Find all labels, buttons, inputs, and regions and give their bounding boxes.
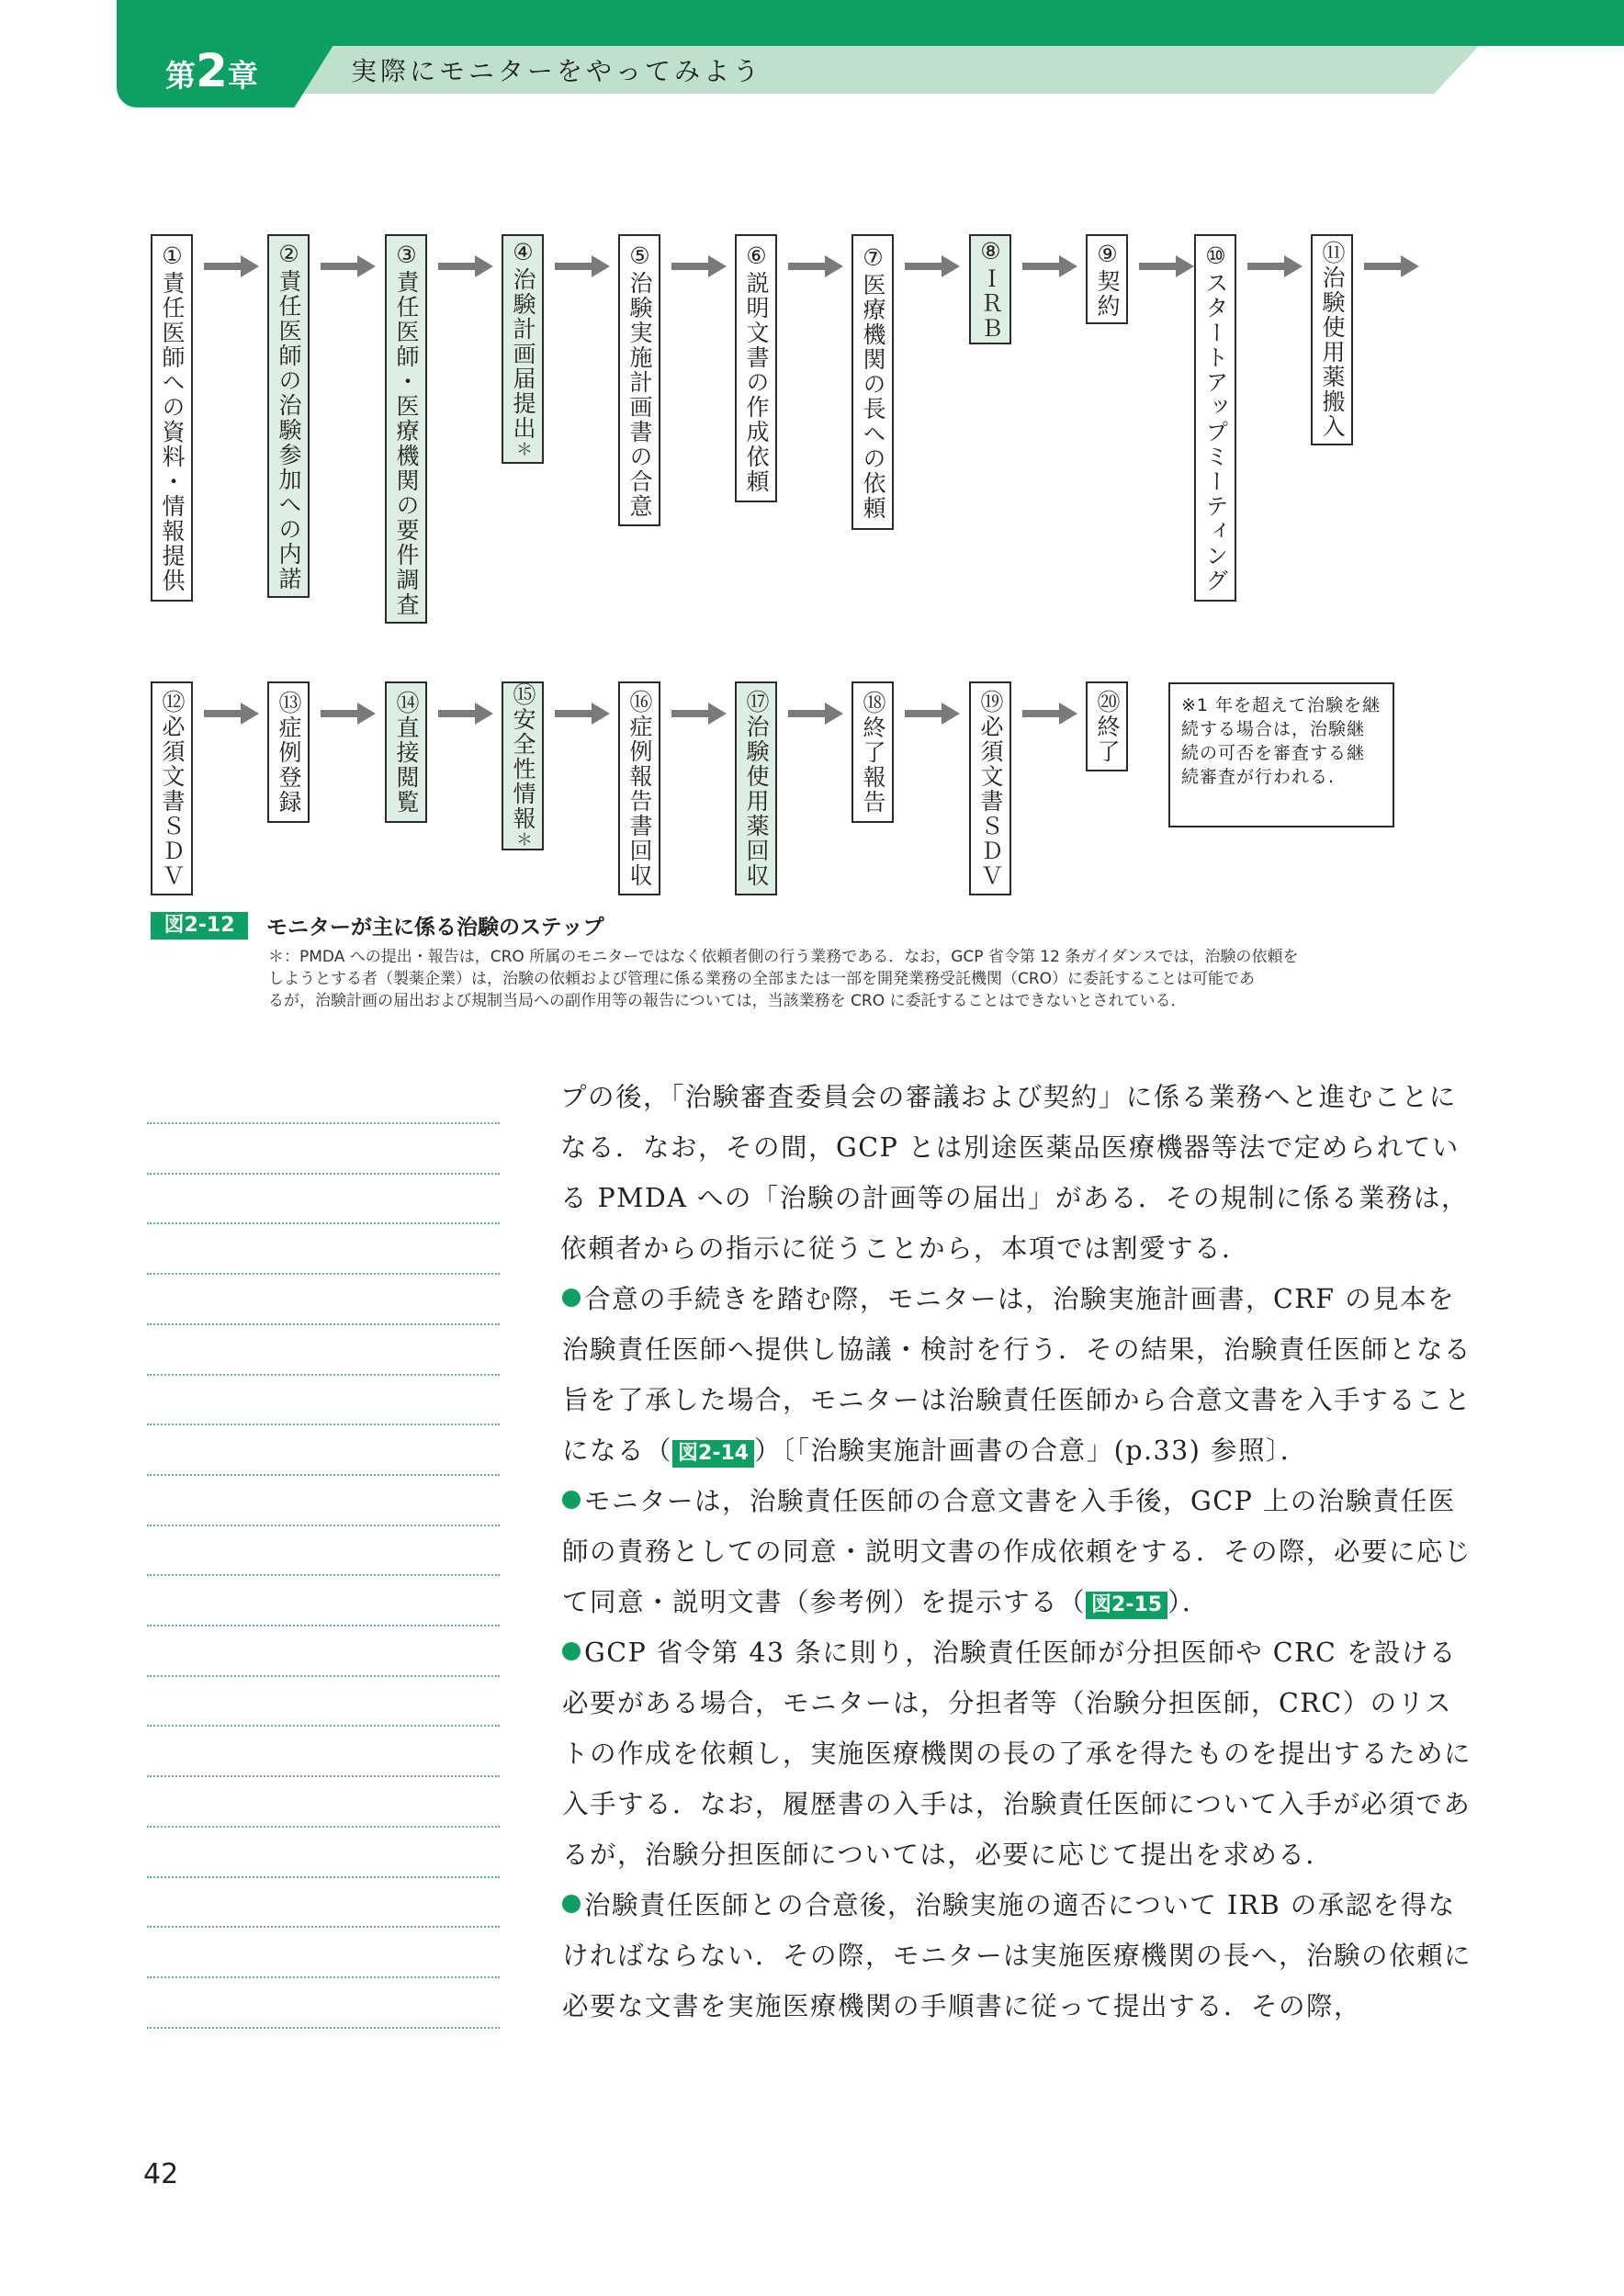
flow-step <box>267 234 310 598</box>
flow-arrow-icon <box>670 253 728 279</box>
flow-step-label: ②責任医師の治験参加への内諾 <box>276 241 302 591</box>
flow-arrow-icon <box>670 701 728 726</box>
memo-line <box>147 1826 500 1828</box>
flow-arrow-icon <box>1021 253 1079 279</box>
flow-arrow-icon <box>553 701 612 726</box>
figure-footnote <box>268 946 1433 1012</box>
flow-step-label: ⑳終了 <box>1094 689 1121 764</box>
bullet-item-2: モニターは，治験責任医師の合意文書を入手後，GCP 上の治験責任医師の責務としての同意・説明文書の作成依頼をする．その際，必要に応じて同意・説明文書（参考例）を提示する（ 図2-15 ）． <box>562 1486 1472 1617</box>
flow-step <box>969 234 1011 344</box>
memo-line <box>147 2027 500 2029</box>
flow-arrow-icon <box>786 701 845 726</box>
flow-step <box>735 681 777 895</box>
chapter-title: 実際にモニターをやってみよう <box>351 56 763 86</box>
flow-step-label: ⑩スタートアップミーティング <box>1202 242 1229 593</box>
flow-step <box>735 234 777 502</box>
flow-step-label: ⑮安全性情報 <box>510 682 536 831</box>
page-number: 42 <box>143 2158 179 2190</box>
flow-step <box>151 234 193 602</box>
bullet-icon <box>562 1289 581 1307</box>
flow-arrow-icon <box>1362 253 1421 279</box>
flow-step-label: ③責任医師・医療機関の要件調査 <box>393 241 420 617</box>
memo-line <box>147 1775 500 1777</box>
flow-step <box>851 681 894 823</box>
flow-step <box>502 681 544 850</box>
flow-step-label: ⑤治験実施計画書の合意 <box>626 242 653 519</box>
bullet-icon <box>562 1642 581 1660</box>
flow-step <box>1086 234 1128 324</box>
footnote-line-2: しようとする者（製薬企業）は，治験の依頼および管理に係る業務の全部または一部を開発業務受託機関（CRO）に委託することは可能であ <box>268 970 1256 988</box>
memo-line <box>147 1574 500 1576</box>
flow-step <box>969 681 1011 895</box>
flow-step-label: ⑧ＩＲＢ <box>977 238 1004 341</box>
flow-arrow-icon <box>903 701 962 726</box>
flow-arrow-icon <box>319 253 378 279</box>
flow-step-label: ⑫必須文書ＳＤＶ <box>159 689 186 888</box>
flow-step-label: ⑯症例報告書回収 <box>626 689 653 888</box>
memo-line <box>147 1424 500 1425</box>
flow-step <box>385 681 427 823</box>
figure-ref-2-15[interactable]: 図2-15 <box>1086 1592 1167 1619</box>
flow-arrow-icon <box>202 701 261 726</box>
flow-step <box>502 234 544 464</box>
flow-arrow-icon <box>1246 253 1304 279</box>
flow-step-star: ＊ <box>513 831 533 850</box>
memo-line <box>147 1222 500 1224</box>
footnote-line-3: るが，治験計画の届出および規制当局への副作用等の報告については，当該業務を CRO に委託することはできないとされている． <box>268 992 1187 1010</box>
flow-arrow-icon <box>786 253 845 279</box>
flow-step-label: ⑪治験使用薬搬入 <box>1319 241 1346 439</box>
flow-step <box>267 681 310 823</box>
flow-step <box>1311 234 1353 445</box>
memo-line <box>147 1926 500 1928</box>
paragraph-1: プの後，「治験審査委員会の審議および契約」に係る業務へと進むことになる．なお，その間，GCP とは別途医薬品医療機器等法で定められている PMDA への「治験の計画等の届出」がある．その規制に係る業務は，依頼者からの指示に従うことから，本項では割愛する． <box>560 1082 1469 1264</box>
header-band-dark <box>117 0 1624 46</box>
flow-arrow-icon <box>319 701 378 726</box>
flow-arrow-icon <box>1137 253 1196 279</box>
bullet-item-4: 治験責任医師との合意後，治験実施の適否について IRB の承認を得なければならない．その際，モニターは実施医療機関の長へ，治験の依頼に必要な文書を実施医療機関の手順書に従って提出する．その際， <box>562 1890 1472 2021</box>
bullet-icon <box>562 1491 581 1509</box>
flow-arrow-icon <box>903 253 962 279</box>
flow-step-label: ①責任医師への資料・情報提供 <box>159 242 186 593</box>
flow-note: ※1 年を超えて治験を継続する場合は，治験継続の可否を審査する継続審査が行われる. <box>1168 682 1394 827</box>
memo-line <box>147 1976 500 1978</box>
bullet-item-3: GCP 省令第 43 条に則り，治験責任医師が分担医師や CRC を設ける必要がある場合，モニターは，分担者等（治験分担医師，CRC）のリストの作成を依頼し，実施医療機関の長の了承を得たものを提出するために入手する．なお，履歴書の入手は，治験責任医師について入手が必須であるが，治験分担医師については，必要に応じて提出を求める． <box>562 1638 1472 1870</box>
flow-step <box>151 681 193 895</box>
memo-line <box>147 1725 500 1727</box>
flow-arrow-icon <box>553 253 612 279</box>
flow-step <box>618 681 660 895</box>
memo-line <box>147 1525 500 1526</box>
flow-step-label: ⑭直接閲覧 <box>393 690 420 815</box>
flow-step-label: ⑰治験使用薬回収 <box>743 689 770 888</box>
footnote-line-1: ＊：PMDA への提出・報告は，CRO 所属のモニターではなく依頼者側の行う業務である．なお，GCP 省令第 12 条ガイダンスでは，治験の依頼を <box>268 948 1299 966</box>
flow-step <box>851 234 894 530</box>
flow-arrow-icon <box>436 701 495 726</box>
figure-label: 図2-12 <box>151 912 248 940</box>
memo-line <box>147 1122 500 1124</box>
bullet-item-1: 合意の手続きを踏む際，モニターは，治験実施計画書，CRF の見本を治験責任医師へ提供し協議・検討を行う．その結果，治験責任医師となる旨を了承した場合，モニターは治験責任医師から合意文書を入手することになる（ 図2-14 ）〔「治験実施計画書の合意」(p.33) 参照〕． <box>562 1284 1472 1466</box>
memo-line <box>147 1876 500 1878</box>
memo-line <box>147 1323 500 1325</box>
figure-ref-2-14[interactable]: 図2-14 <box>672 1440 754 1468</box>
figure-title: モニターが主に係る治験のステップ <box>266 916 604 940</box>
memo-line <box>147 1273 500 1275</box>
flow-arrow-icon <box>1021 701 1079 726</box>
flow-step-label: ⑲必須文書ＳＤＶ <box>977 689 1004 888</box>
flow-arrow-icon <box>436 253 495 279</box>
bullet-icon <box>562 1895 581 1913</box>
flow-step-star: ＊ <box>513 441 533 459</box>
flow-step <box>385 234 427 624</box>
flow-step-label: ④治験計画届提出 <box>510 239 536 441</box>
body-text <box>560 1072 1479 2032</box>
flow-step-label: ⑥説明文書の作成依頼 <box>743 242 770 494</box>
chapter-label: 第2章 <box>165 44 258 97</box>
flow-step <box>1194 234 1236 602</box>
flow-step <box>618 234 660 526</box>
flow-arrow-icon <box>202 253 261 279</box>
memo-line <box>147 1374 500 1376</box>
memo-line <box>147 1675 500 1677</box>
memo-line <box>147 1173 500 1175</box>
flow-step-label: ⑨契約 <box>1094 240 1121 319</box>
flow-step <box>1086 681 1128 771</box>
flow-step-label: ⑱終了報告 <box>860 690 886 815</box>
flow-step-label: ⑦医療機関の長への依頼 <box>860 243 886 521</box>
flow-step-label: ⑬症例登録 <box>276 690 302 815</box>
memo-line <box>147 1625 500 1626</box>
memo-line <box>147 1474 500 1476</box>
